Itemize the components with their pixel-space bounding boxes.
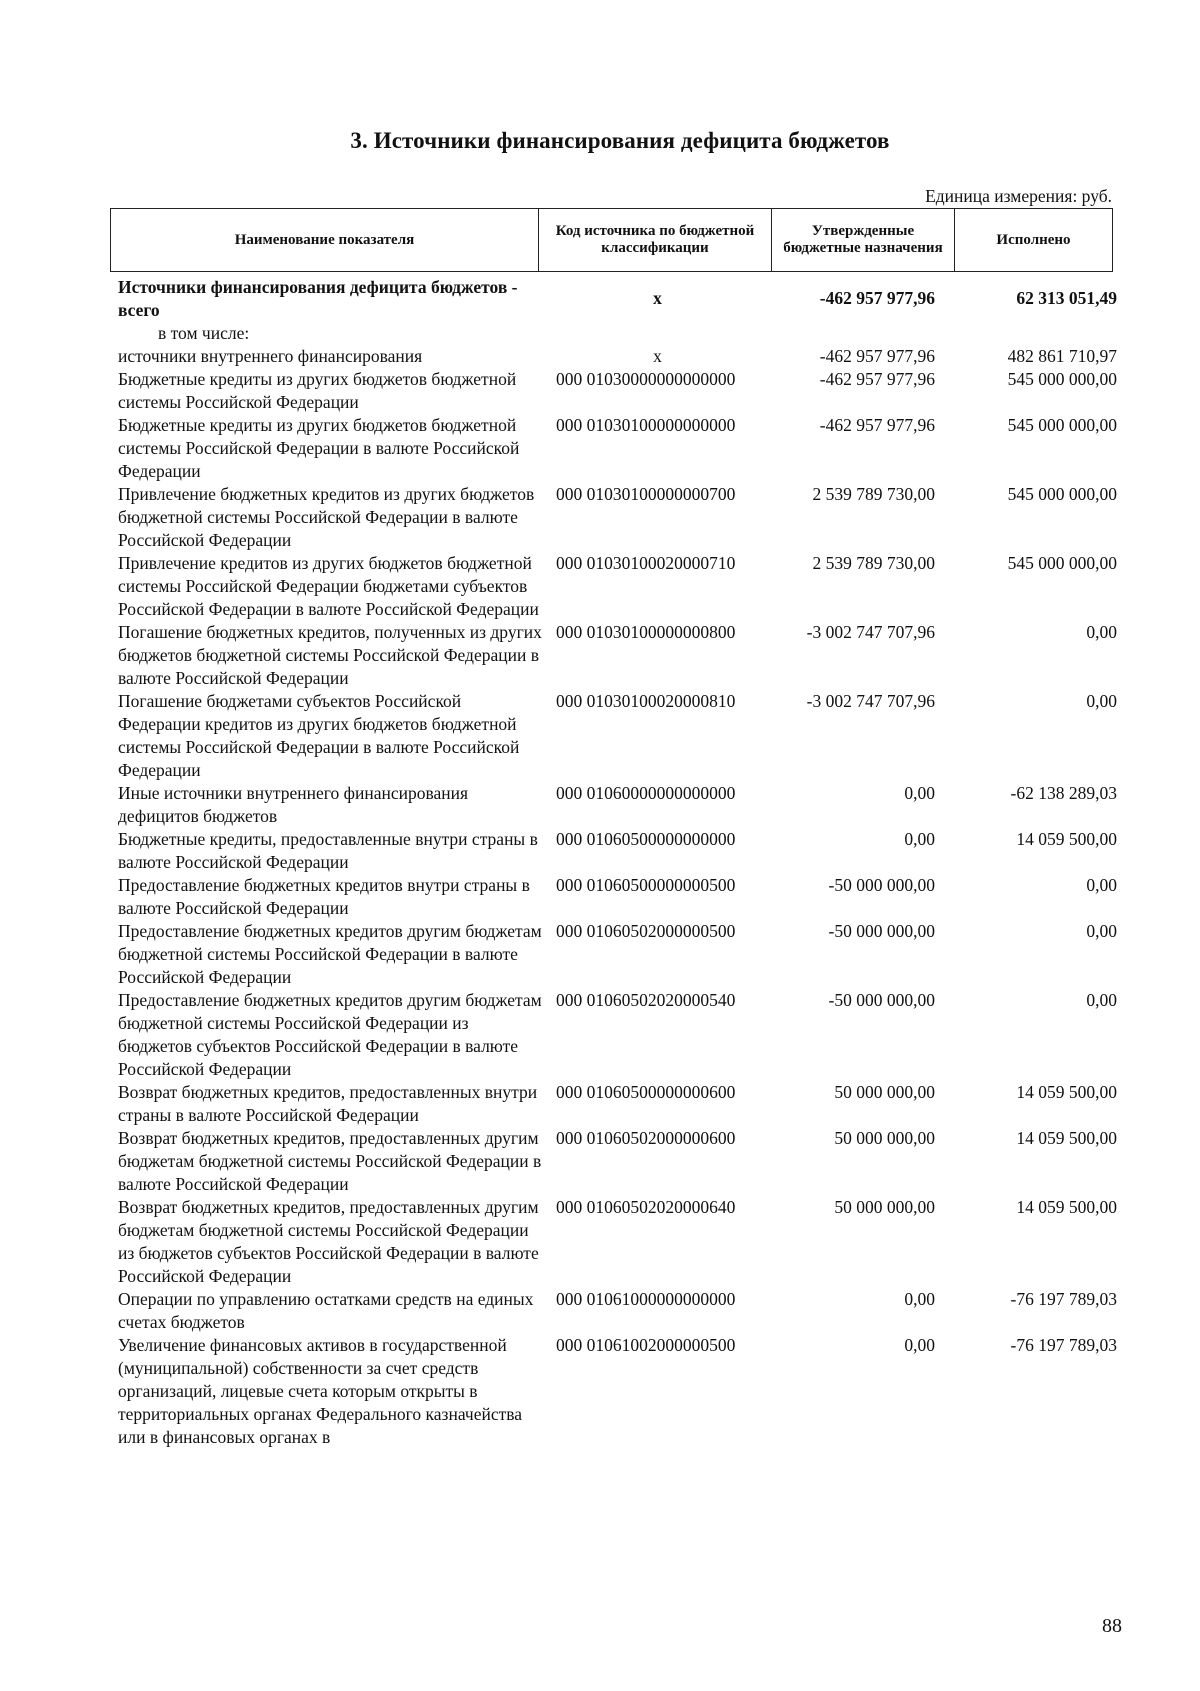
table-row — [118, 483, 1118, 552]
row-exec: 14 059 500,00 — [1016, 829, 1117, 849]
row-name: Возврат бюджетных кредитов, предоставленных другим бюджетам бюджетной системы Российской Федерации в валюте Российской Федерации — [118, 1128, 542, 1194]
table-row — [118, 322, 1118, 345]
column-header-plan: Утвержденные бюджетные назначения — [772, 209, 955, 271]
row-code: 000 01060502000000600 — [556, 1128, 736, 1148]
row-plan: 0,00 — [904, 829, 935, 849]
column-header-exec: Исполнено — [996, 231, 1071, 248]
row-code: 000 01030100000000800 — [556, 622, 736, 642]
row-exec: 545 000 000,00 — [1007, 415, 1117, 435]
table-row — [118, 368, 1118, 414]
row-exec: 0,00 — [1086, 921, 1117, 941]
row-exec: 545 000 000,00 — [1007, 369, 1117, 389]
row-code: 000 01030100020000810 — [556, 691, 736, 711]
table-row — [118, 621, 1118, 690]
row-plan: -462 957 977,96 — [819, 369, 935, 389]
row-plan: 2 539 789 730,00 — [812, 484, 935, 504]
row-code: 000 01061000000000000 — [556, 1289, 736, 1309]
row-code: 000 01060502000000500 — [556, 921, 736, 941]
row-code: 000 01060500000000500 — [556, 875, 736, 895]
column-header-code: Код источника по бюджетной классификации — [539, 209, 772, 271]
table-body — [118, 276, 1118, 1449]
row-code: 000 01060500000000000 — [556, 829, 736, 849]
row-plan: 0,00 — [904, 1335, 935, 1355]
table-row — [118, 552, 1118, 621]
row-code: 000 01030100000000000 — [556, 415, 736, 435]
row-exec: -76 197 789,03 — [1010, 1289, 1117, 1309]
row-exec: 14 059 500,00 — [1016, 1128, 1117, 1148]
table-row — [118, 276, 1118, 322]
row-plan: -462 957 977,96 — [819, 346, 935, 366]
row-plan: 50 000 000,00 — [834, 1128, 935, 1148]
page-title: 3. Источники финансирования дефицита бюджетов — [350, 128, 890, 153]
row-plan — [765, 322, 935, 345]
row-plan: 0,00 — [904, 783, 935, 803]
table-row — [118, 874, 1118, 920]
table-header — [110, 208, 1113, 272]
column-header-name: Наименование показателя — [111, 209, 539, 271]
table-row — [118, 989, 1118, 1081]
table-row — [118, 920, 1118, 989]
table-row — [118, 1127, 1118, 1196]
row-name: Погашение бюджетных кредитов, полученных из других бюджетов бюджетной системы Российской Федерации в валюте Российской Федерации — [118, 622, 542, 688]
table-row — [118, 1334, 1118, 1449]
row-name: Возврат бюджетных кредитов, предоставленных внутри страны в валюте Российской Федерации — [118, 1082, 538, 1125]
row-exec: 545 000 000,00 — [1007, 553, 1117, 573]
row-code: 000 01030100000000700 — [556, 484, 736, 504]
row-name: источники внутреннего финансирования — [118, 346, 423, 366]
row-exec: 0,00 — [1086, 990, 1117, 1010]
row-name: Бюджетные кредиты, предоставленные внутри страны в валюте Российской Федерации — [118, 829, 538, 872]
row-code: 000 01030100020000710 — [556, 553, 736, 573]
row-name: Иные источники внутреннего финансирования дефицитов бюджетов — [118, 783, 469, 826]
row-plan: 2 539 789 730,00 — [812, 553, 935, 573]
row-exec: 0,00 — [1086, 875, 1117, 895]
row-exec: 0,00 — [1086, 691, 1117, 711]
table-row — [118, 690, 1118, 782]
row-code — [550, 322, 765, 345]
table-row — [118, 782, 1118, 828]
table-row — [118, 345, 1118, 368]
row-code: x — [653, 288, 662, 308]
row-exec: -62 138 289,03 — [1010, 783, 1117, 803]
row-plan: -462 957 977,96 — [819, 415, 935, 435]
row-name: Привлечение кредитов из других бюджетов бюджетной системы Российской Федерации бюджетами субъектов Российской Федерации в валюте Российской Федерации — [118, 553, 539, 619]
row-plan: -50 000 000,00 — [828, 875, 935, 895]
row-code: 000 01061002000000500 — [556, 1335, 736, 1355]
row-plan: -462 957 977,96 — [819, 288, 935, 308]
row-exec: 14 059 500,00 — [1016, 1197, 1117, 1217]
row-plan: 50 000 000,00 — [834, 1197, 935, 1217]
row-exec: 0,00 — [1086, 622, 1117, 642]
row-plan: -3 002 747 707,96 — [806, 691, 935, 711]
page-number: 88 — [1102, 1615, 1122, 1637]
row-code: 000 01060502020000540 — [556, 990, 736, 1010]
row-plan: -3 002 747 707,96 — [806, 622, 935, 642]
row-exec: 14 059 500,00 — [1016, 1082, 1117, 1102]
table-row — [118, 1288, 1118, 1334]
row-name: Бюджетные кредиты из других бюджетов бюджетной системы Российской Федерации в валюте Российской Федерации — [118, 415, 520, 481]
row-name: Увеличение финансовых активов в государственной (муниципальной) собственности за счет средств организаций, лицевые счета которым открыты в территориальных органах Федерального казначейства или в финансовых органах в — [118, 1335, 523, 1447]
row-name: Предоставление бюджетных кредитов другим бюджетам бюджетной системы Российской Федерации из бюджетов субъектов Российской Федерации в валюте Российской Федерации — [118, 990, 542, 1079]
row-name: Погашение бюджетами субъектов Российской Федерации кредитов из других бюджетов бюджетной системы Российской Федерации в валюте Российской Федерации — [118, 691, 520, 780]
row-name: Возврат бюджетных кредитов, предоставленных другим бюджетам бюджетной системы Российской Федерации из бюджетов субъектов Российской Федерации в валюте Российской Федерации — [118, 1197, 539, 1286]
row-name: Привлечение бюджетных кредитов из других бюджетов бюджетной системы Российской Федерации в валюте Российской Федерации — [118, 484, 535, 550]
row-code: 000 01030000000000000 — [556, 369, 736, 389]
row-exec: -76 197 789,03 — [1010, 1335, 1117, 1355]
row-code: 000 01060000000000000 — [556, 783, 736, 803]
row-plan: -50 000 000,00 — [828, 921, 935, 941]
row-code: 000 01060500000000600 — [556, 1082, 736, 1102]
row-code: 000 01060502020000640 — [556, 1197, 736, 1217]
row-code: x — [653, 346, 662, 366]
row-name: Предоставление бюджетных кредитов внутри страны в валюте Российской Федерации — [118, 875, 530, 918]
row-exec — [935, 322, 1117, 345]
row-name: Источники финансирования дефицита бюджетов - всего — [118, 277, 518, 320]
table-row — [118, 1196, 1118, 1288]
row-name: в том числе: — [158, 323, 250, 343]
table-row — [118, 1081, 1118, 1127]
row-exec: 545 000 000,00 — [1007, 484, 1117, 504]
row-name: Предоставление бюджетных кредитов другим бюджетам бюджетной системы Российской Федерации в валюте Российской Федерации — [118, 921, 542, 987]
unit-of-measure: Единица измерения: руб. — [925, 186, 1112, 206]
row-name: Бюджетные кредиты из других бюджетов бюджетной системы Российской Федерации — [118, 369, 517, 412]
row-plan: 0,00 — [904, 1289, 935, 1309]
row-exec: 482 861 710,97 — [1007, 346, 1117, 366]
row-plan: 50 000 000,00 — [834, 1082, 935, 1102]
table-row — [118, 828, 1118, 874]
row-name: Операции по управлению остатками средств на единых счетах бюджетов — [118, 1289, 534, 1332]
row-exec: 62 313 051,49 — [1016, 288, 1117, 308]
row-plan: -50 000 000,00 — [828, 990, 935, 1010]
table-row — [118, 414, 1118, 483]
